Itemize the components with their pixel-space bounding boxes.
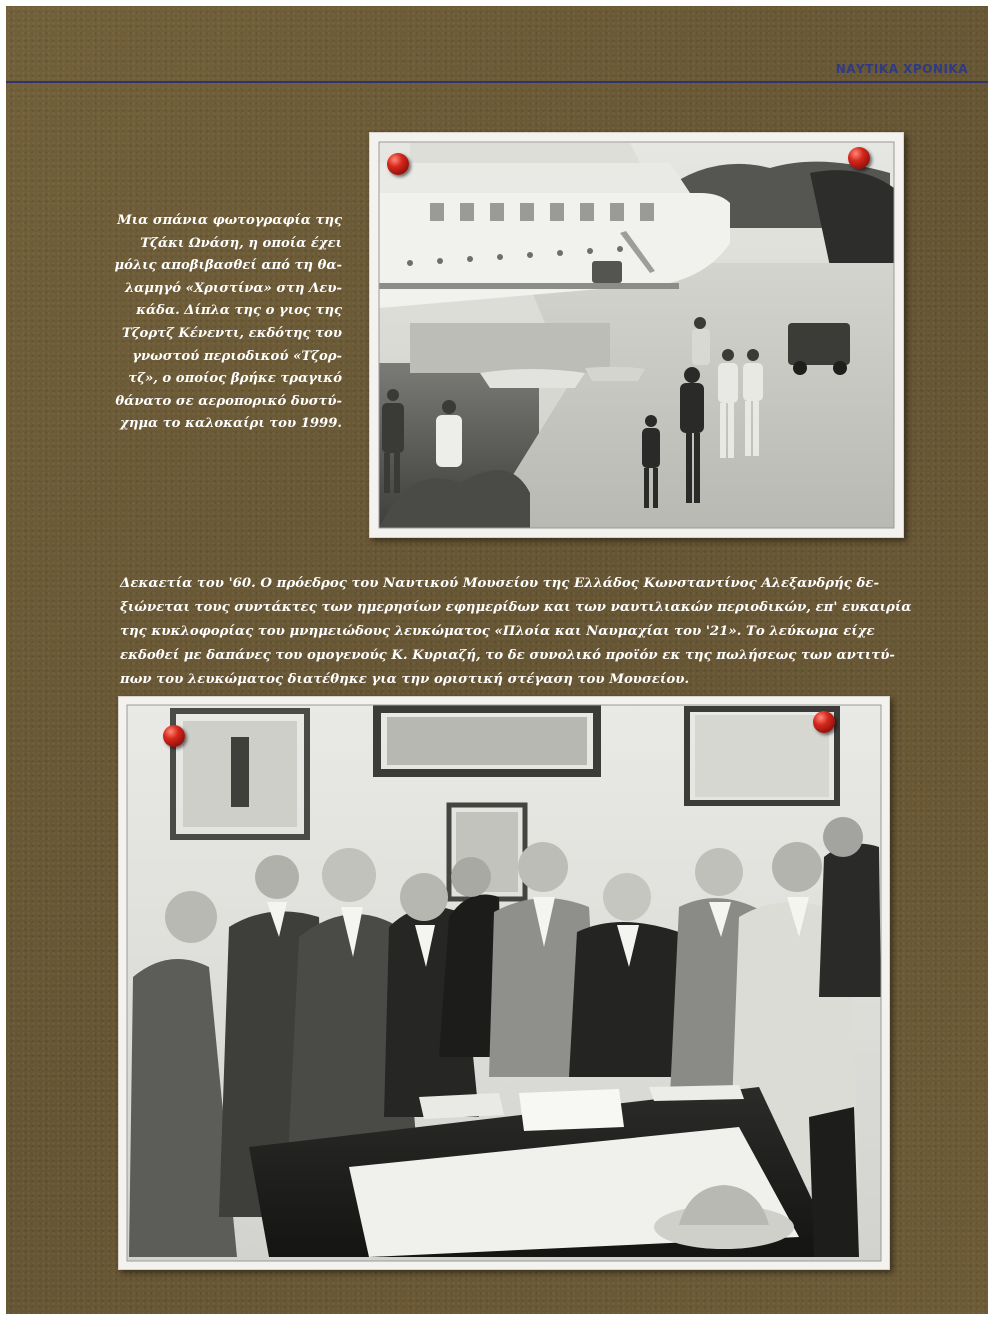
caption-line: Τζορτζ Κένεντι, εκδότης του <box>121 325 342 341</box>
photo-yacht-quay <box>369 132 904 538</box>
header-rule <box>6 81 988 83</box>
caption-line: Τζάκι Ωνάση, η οποία έχει <box>140 235 342 251</box>
caption-top-photo <box>92 210 342 436</box>
red-pin-icon <box>163 725 185 747</box>
caption-line: χημα το καλοκαίρι του 1999. <box>120 416 342 432</box>
caption-line: εκδοθεί με δαπάνες του ομογενούς Κ. Κυριαζή, το δε συνολικό προϊόν εκ της πωλήσεως των αντιτύ- <box>120 648 895 663</box>
caption-line: γνωστού περιοδικού «Τζορ- <box>132 348 342 364</box>
red-pin-icon <box>848 147 870 169</box>
photo-museum-reception <box>118 696 890 1270</box>
caption-line: λαμηγό «Χριστίνα» στη Λευ- <box>124 280 342 296</box>
red-pin-icon <box>813 711 835 733</box>
caption-line: ξιώνεται τους συντάκτες των ημερησίων εφημερίδων και των ναυτιλιακών περιοδικών, επ' ευκαιρία <box>120 600 912 615</box>
caption-line: πων του λευκώματος διατέθηκε για την οριστική στέγαση του Μουσείου. <box>120 672 690 687</box>
caption-line: Μια σπάνια φωτογραφία της <box>117 213 342 228</box>
photo-yacht-quay-image <box>370 133 903 537</box>
caption-line: τζ», ο οποίος βρήκε τραγικό <box>128 371 342 387</box>
magazine-page <box>6 6 988 1314</box>
magazine-title: ΝΑΥΤΙΚΑ ΧΡΟΝΙΚΑ <box>835 62 968 76</box>
photo-museum-reception-image <box>119 697 889 1269</box>
caption-line: Δεκαετία του '60. Ο πρόεδρος του Ναυτικού Μουσείου της Ελλάδος Κωνσταντίνος Αλεξανδρής δε- <box>120 576 879 591</box>
caption-line: της κυκλοφορίας του μνημειώδους λευκώματος «Πλοία και Ναυμαχίαι του '21». Το λεύκωμα είχε <box>120 624 875 639</box>
caption-line: μόλις αποβιβασθεί από τη θα- <box>114 258 342 274</box>
caption-line: θάνατο σε αεροπορικό δυστύ- <box>115 393 342 409</box>
caption-line: κάδα. Δίπλα της ο γιος της <box>136 303 342 319</box>
red-pin-icon <box>387 153 409 175</box>
caption-bottom-photo <box>120 572 912 692</box>
